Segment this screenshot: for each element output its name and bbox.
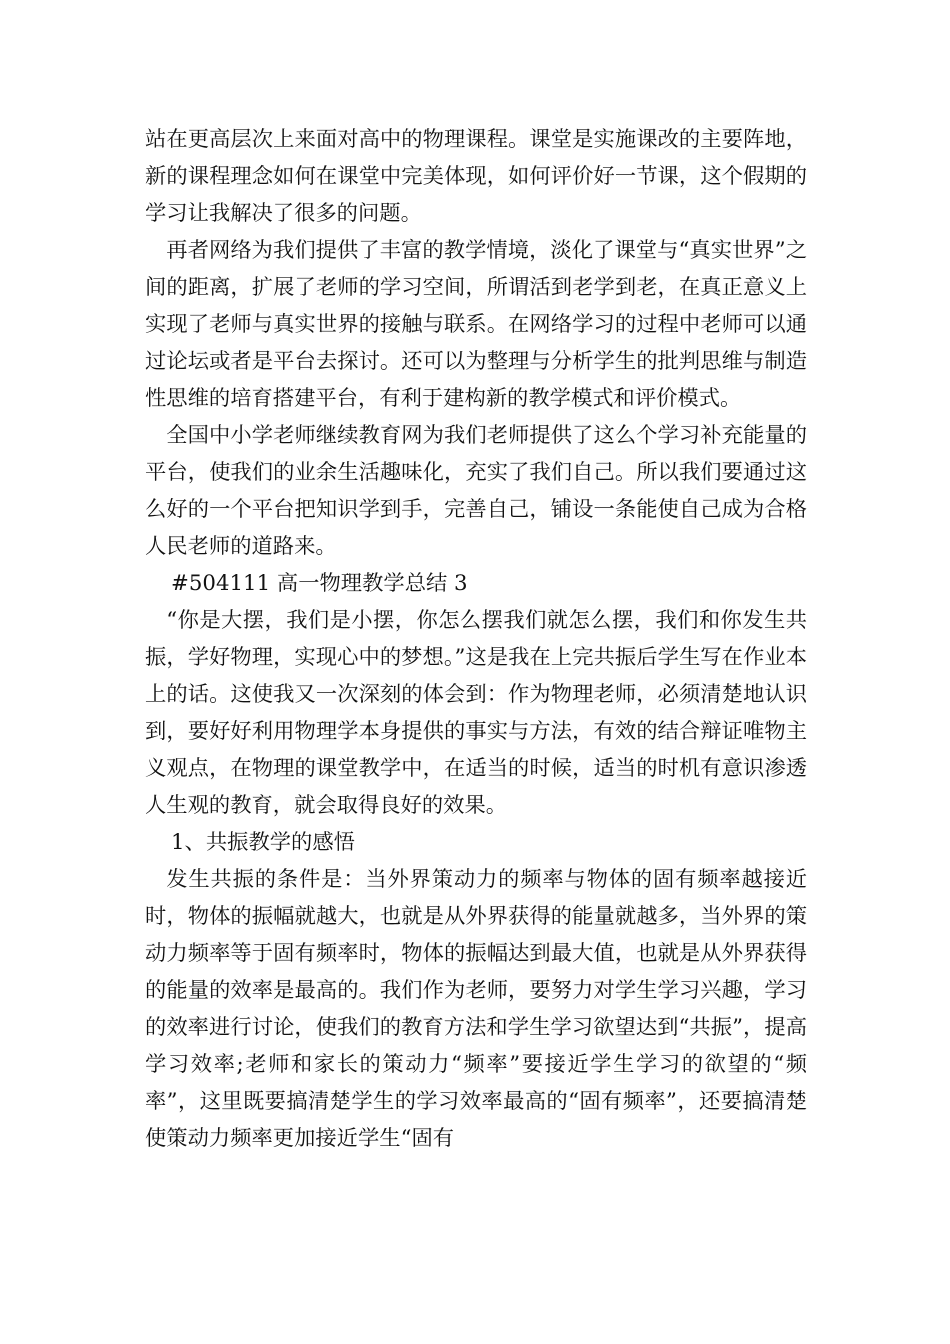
subsection-title: 1、共振教学的感悟 [171, 830, 355, 855]
section-title: #504111 高一物理教学总结 3 [171, 571, 468, 596]
paragraph-continuing-education: 全国中小学老师继续教育网为我们老师提供了这么个学习补充能量的平台，使我们的业余生活趣味化，充实了我们自己。所以我们要通过这么好的一个平台把知识学到手，完善自己，铺设一条能使自己成为合格人民老师的道路来。 [145, 423, 807, 559]
paragraph-continuation: 站在更高层次上来面对高中的物理课程。课堂是实施课改的主要阵地，新的课程理念如何在课堂中完美体现，如何评价好一节课，这个假期的学习让我解决了很多的问题。 [145, 127, 807, 226]
paragraph-network-teaching: 再者网络为我们提供了丰富的教学情境，淡化了课堂与“真实世界”之间的距离，扩展了老师的学习空间，所谓活到老学到老，在真正意义上实现了老师与真实世界的接触与联系。在网络学习的过程中老师可以通过论坛或者是平台去探讨。还可以为整理与分析学生的批判思维与制造性思维的培育搭建平台，有利于建构新的教学模式和评价模式。 [145, 238, 807, 411]
paragraph-resonance-quote: “你是大摆，我们是小摆，你怎么摆我们就怎么摆，我们和你发生共振，学好物理，实现心中的梦想。”这是我在上完共振后学生写在作业本上的话。这使我又一次深刻的体会到：作为物理老师，必须清楚地认识到，要好好利用物理学本身提供的事实与方法，有效的结合辩证唯物主义观点，在物理的课堂教学中，在适当的时候，适当的时机有意识渗透人生观的教育，就会取得良好的效果。 [145, 608, 807, 818]
document-body [145, 121, 807, 1157]
paragraph-resonance-conditions: 发生共振的条件是：当外界策动力的频率与物体的固有频率越接近时，物体的振幅就越大，也就是从外界获得的能量就越多，当外界的策动力频率等于固有频率时，物体的振幅达到最大值，也就是从外界获得的能量的效率是最高的。我们作为老师，要努力对学生学习兴趣，学习的效率进行讨论，使我们的教育方法和学生学习欲望达到“共振”，提高学习效率;老师和家长的策动力“频率”要接近学生学习的欲望的“频率”，这里既要搞清楚学生的学习效率最高的“固有频率”，还要搞清楚使策动力频率更加接近学生“固有 [145, 867, 807, 1151]
